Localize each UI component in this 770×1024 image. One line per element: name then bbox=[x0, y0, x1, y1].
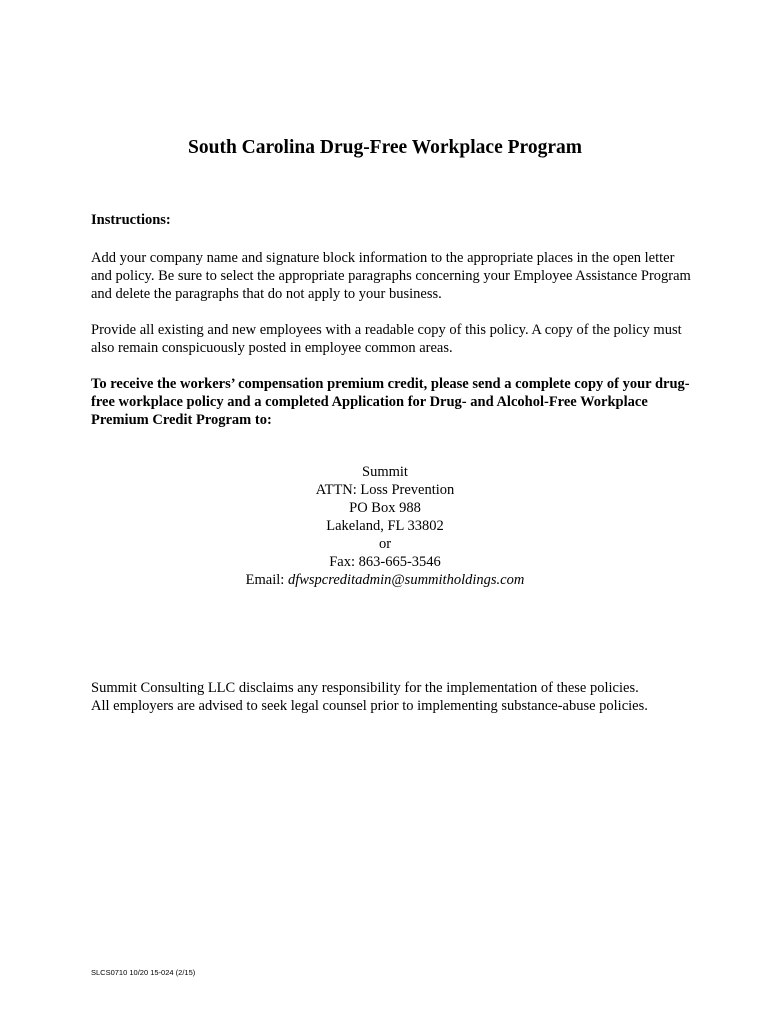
instructions-heading: Instructions: bbox=[91, 212, 171, 228]
instructions-paragraph-1: Add your company name and signature block information to the appropriate places in the open letter and policy. Be sure to select the appropriate paragraphs concerning your Employee Assistance Program and delete the paragraphs that do not apply to your business. bbox=[91, 250, 691, 303]
instructions-paragraph-2: Provide all existing and new employees with a readable copy of this policy. A copy of the policy must also remain conspicuously posted in employee common areas. bbox=[91, 322, 682, 357]
email-label: Email: bbox=[245, 572, 288, 588]
mailing-address-block bbox=[0, 463, 770, 589]
address-po-box: PO Box 988 bbox=[349, 500, 421, 516]
disclaimer bbox=[91, 679, 711, 715]
email-address-link[interactable]: dfwspcreditadmin@summitholdings.com bbox=[287, 572, 525, 588]
address-attn: ATTN: Loss Prevention bbox=[315, 482, 455, 498]
address-company: Summit bbox=[362, 464, 408, 480]
address-email-line bbox=[0, 571, 770, 589]
address-city-state-zip: Lakeland, FL 33802 bbox=[326, 518, 444, 534]
disclaimer-line-1: Summit Consulting LLC disclaims any responsibility for the implementation of these policies. bbox=[91, 680, 639, 696]
address-or: or bbox=[378, 536, 392, 552]
address-fax: Fax: 863-665-3546 bbox=[329, 554, 441, 570]
footer-form-code: SLCS0710 10/20 15-024 (2/15) bbox=[91, 968, 196, 977]
premium-credit-paragraph: To receive the workers’ compensation premium credit, please send a complete copy of your drug-free workplace policy and a completed Application for Drug- and Alcohol-Free Workplace Premium Credit Program to: bbox=[91, 376, 690, 429]
page-title: South Carolina Drug-Free Workplace Program bbox=[188, 137, 582, 158]
disclaimer-line-2: All employers are advised to seek legal counsel prior to implementing substance-abuse policies. bbox=[91, 698, 648, 715]
